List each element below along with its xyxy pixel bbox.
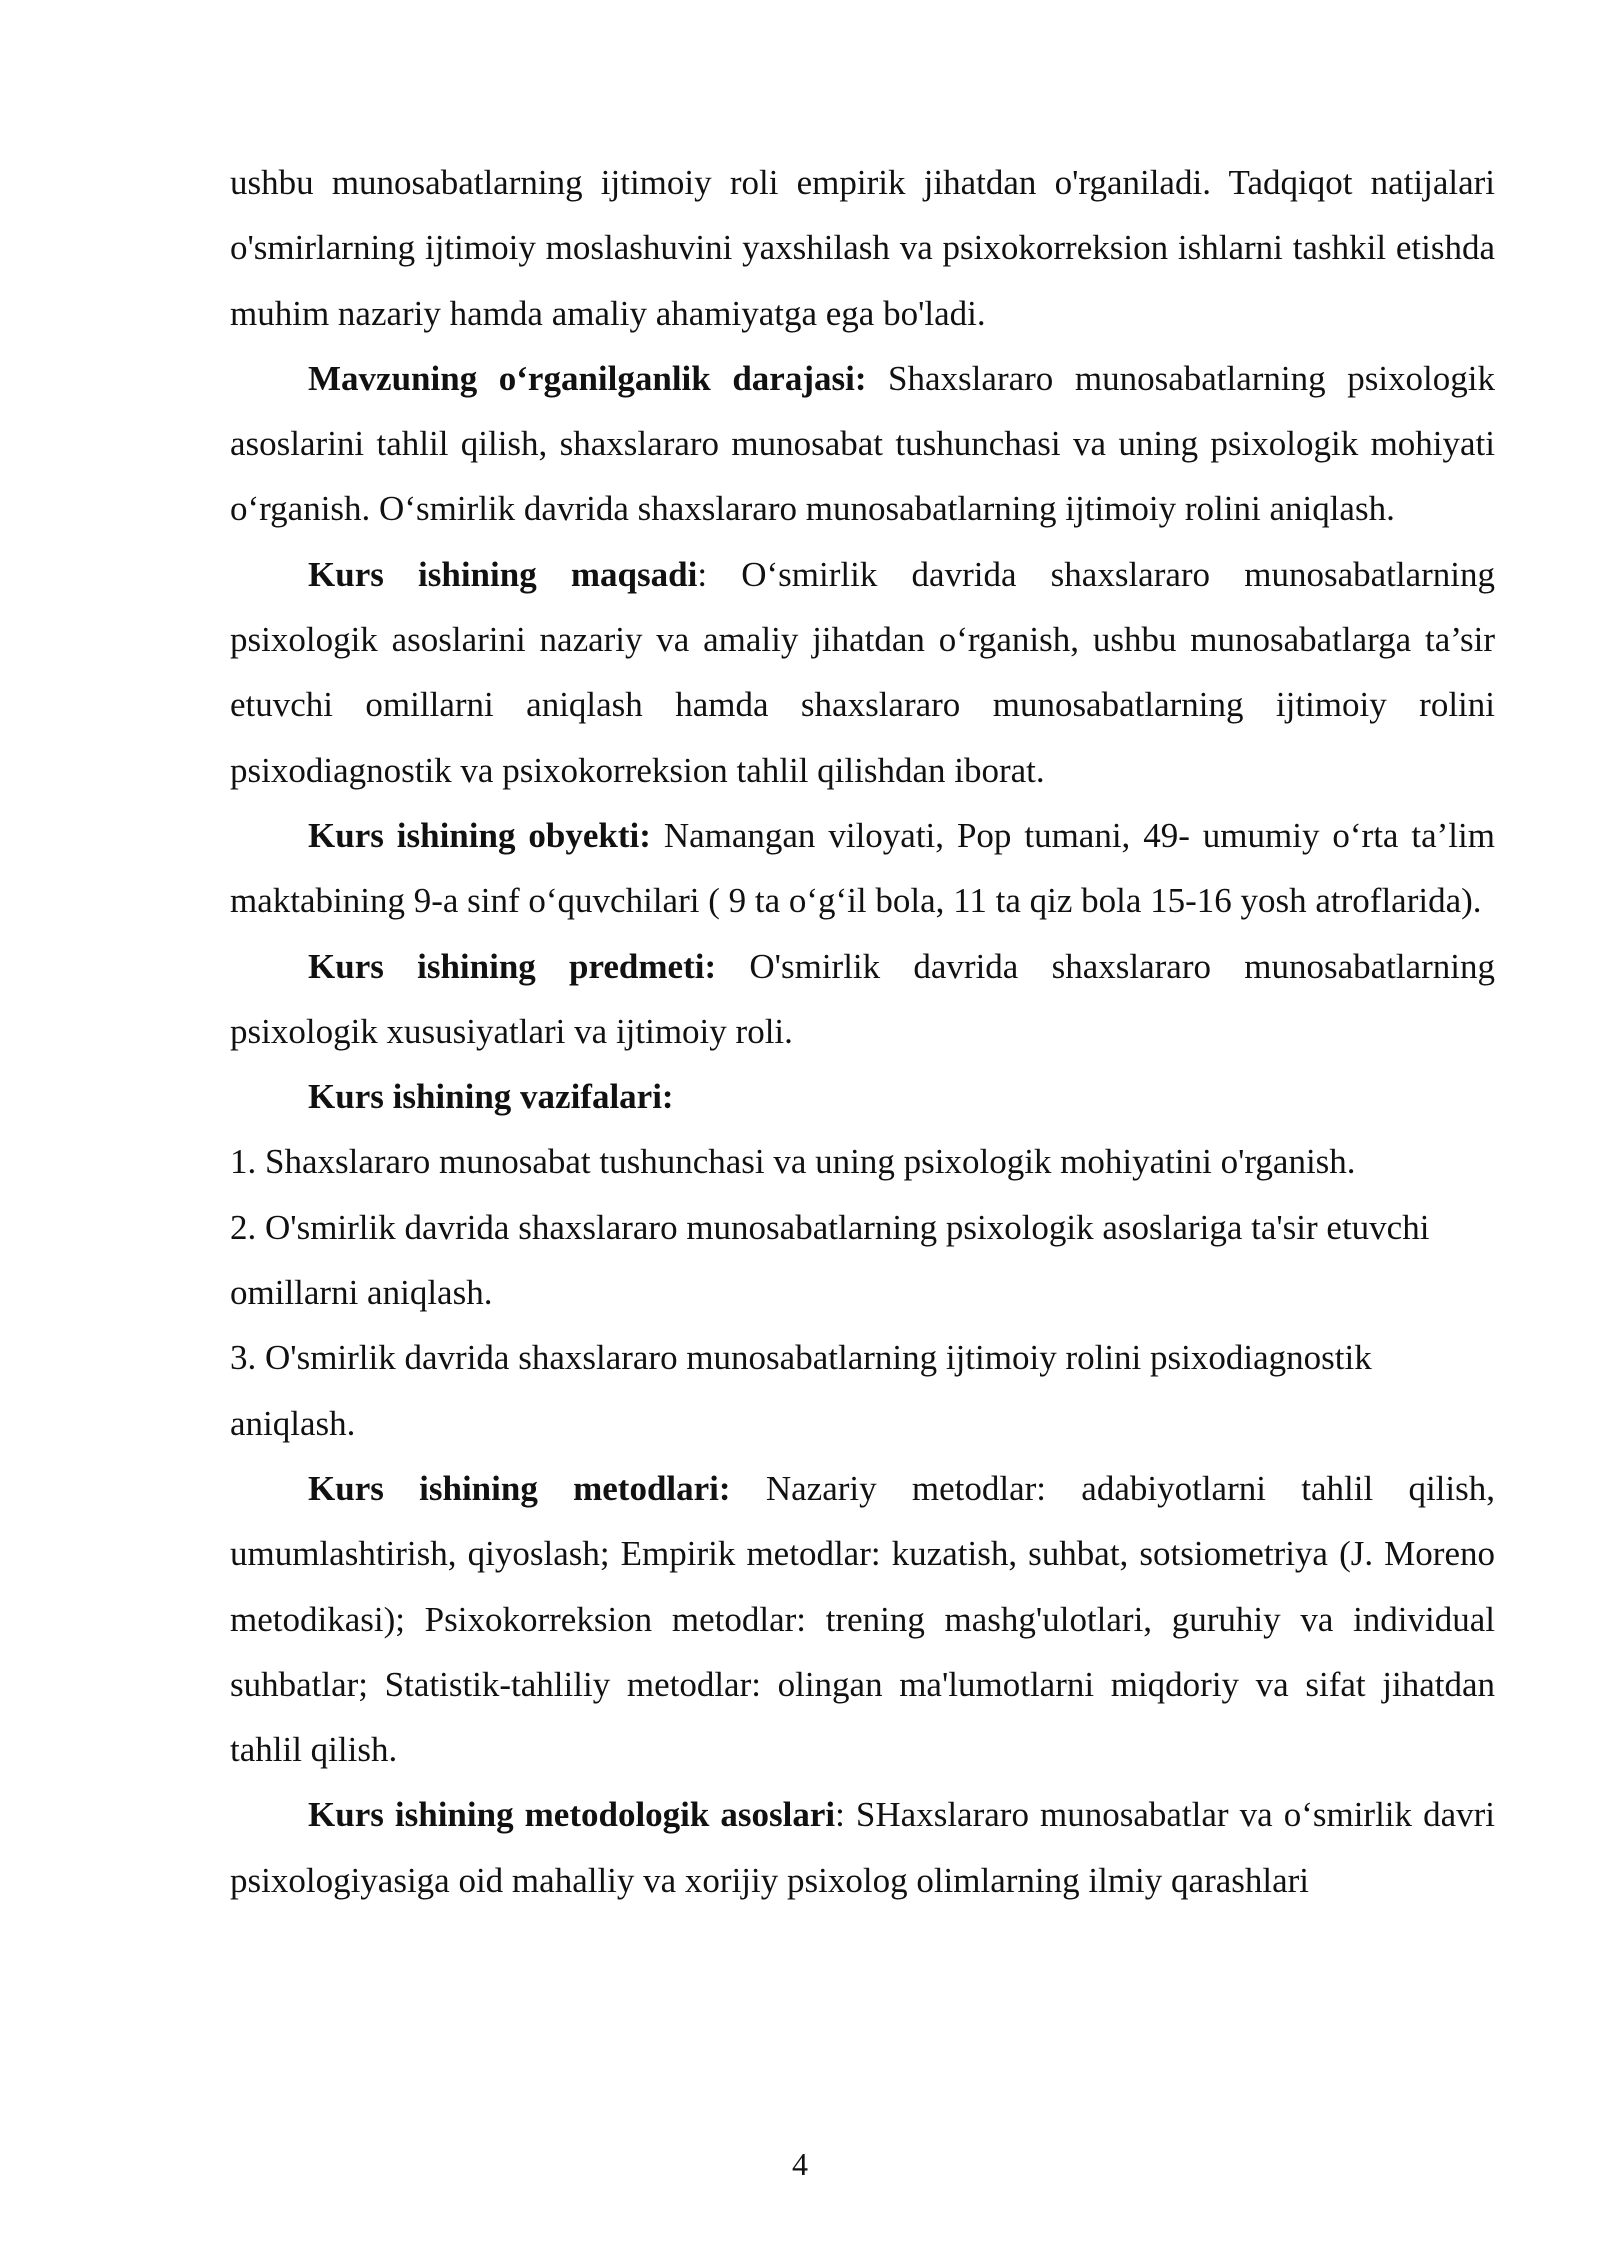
task-list-item: 2. O'smirlik davrida shaxslararo munosabatlarning psixologik asoslariga ta'sir etuvchi omillarni aniqlash.: [230, 1207, 1430, 1313]
paragraph-text: : O‘smirlik davrida shaxslararo munosabatlarning psixologik asoslarini nazariy va amaliy jihatdan o‘rganish, ushbu munosabatlarga ta’sir etuvchi omillarni aniqlash hamda shaxslararo munosabatlarning ijtimoiy rolini psixodiagnostik va psixokorreksion tahlil qilishdan iborat.: [230, 554, 1496, 790]
page-number: 4: [792, 2146, 808, 2182]
paragraph-methodological-basis: [230, 1782, 1495, 1913]
paragraph-object: [230, 803, 1495, 934]
task-list-item: 1. Shaxslararo munosabat tushunchasi va uning psixologik mohiyatini o'rganish.: [230, 1142, 1356, 1182]
task-list-item: 3. O'smirlik davrida shaxslararo munosabatlarning ijtimoiy rolini psixodiagnostik aniqlash.: [230, 1338, 1372, 1443]
paragraph-heading: Kurs ishining vazifalari:: [308, 1077, 674, 1117]
document-page-body: [230, 150, 1495, 1913]
paragraph-goal: [230, 542, 1495, 803]
paragraph-heading: Kurs ishining predmeti:: [308, 946, 717, 986]
paragraph-heading: Kurs ishining metodologik asoslari: [308, 1795, 836, 1835]
paragraph-text: Shaxslararo munosabatlarning psixologik asoslarini tahlil qilish, shaxslararo munosabat tushunchasi va uning psixologik mohiyati o‘rganish. O‘smirlik davrida shaxslararo munosabatlarning ijtimoiy rolini aniqlash.: [230, 358, 1496, 529]
paragraph-methods: [230, 1456, 1495, 1782]
paragraph-heading: Kurs ishining maqsadi: [308, 554, 698, 594]
paragraph-study-degree: [230, 346, 1495, 542]
paragraph-intro-continuation: [230, 150, 1495, 346]
paragraph-tasks-heading: [230, 1064, 1495, 1129]
paragraph-text: Nazariy metodlar: adabiyotlarni tahlil qilish, umumlashtirish, qiyoslash; Empirik metodlar: kuzatish, suhbat, sotsiometriya (J. Moreno metodikasi); Psixokorreksion metodlar: trening mashg'ulotlari, guruhiy va individual suhbatlar; Statistik-tahliliy metodlar: olingan ma'lumotlarni miqdoriy va sifat jihatdan tahlil qilish.: [230, 1468, 1496, 1770]
paragraph-heading: Kurs ishining metodlari:: [308, 1468, 731, 1508]
paragraph-heading: Kurs ishining obyekti:: [308, 815, 651, 855]
paragraph-subject: [230, 934, 1495, 1065]
paragraph-heading: Mavzuning o‘rganilganlik darajasi:: [308, 358, 867, 398]
paragraph-text: : SHaxslararo munosabatlar va o‘smirlik davri psixologiyasiga oid mahalliy va xorijiy psixolog olimlarning ilmiy qarashlari: [230, 1795, 1495, 1900]
paragraph-text: ushbu munosabatlarning ijtimoiy roli empirik jihatdan o'rganiladi. Tadqiqot natijalari o'smirlarning ijtimoiy moslashuvini yaxshilash va psixokorreksion ishlarni tashkil etishda muhim nazariy hamda amaliy ahamiyatga ega bo'ladi.: [230, 163, 1495, 333]
paragraph-text: O'smirlik davrida shaxslararo munosabatlarning psixologik xususiyatlari va ijtimoiy roli.: [230, 946, 1495, 1051]
paragraph-text: Namangan viloyati, Pop tumani, 49- umumiy o‘rta ta’lim maktabining 9-a sinf o‘quvchilari ( 9 ta o‘g‘il bola, 11 ta qiz bola 15-16 yosh atroflarida).: [230, 815, 1495, 921]
